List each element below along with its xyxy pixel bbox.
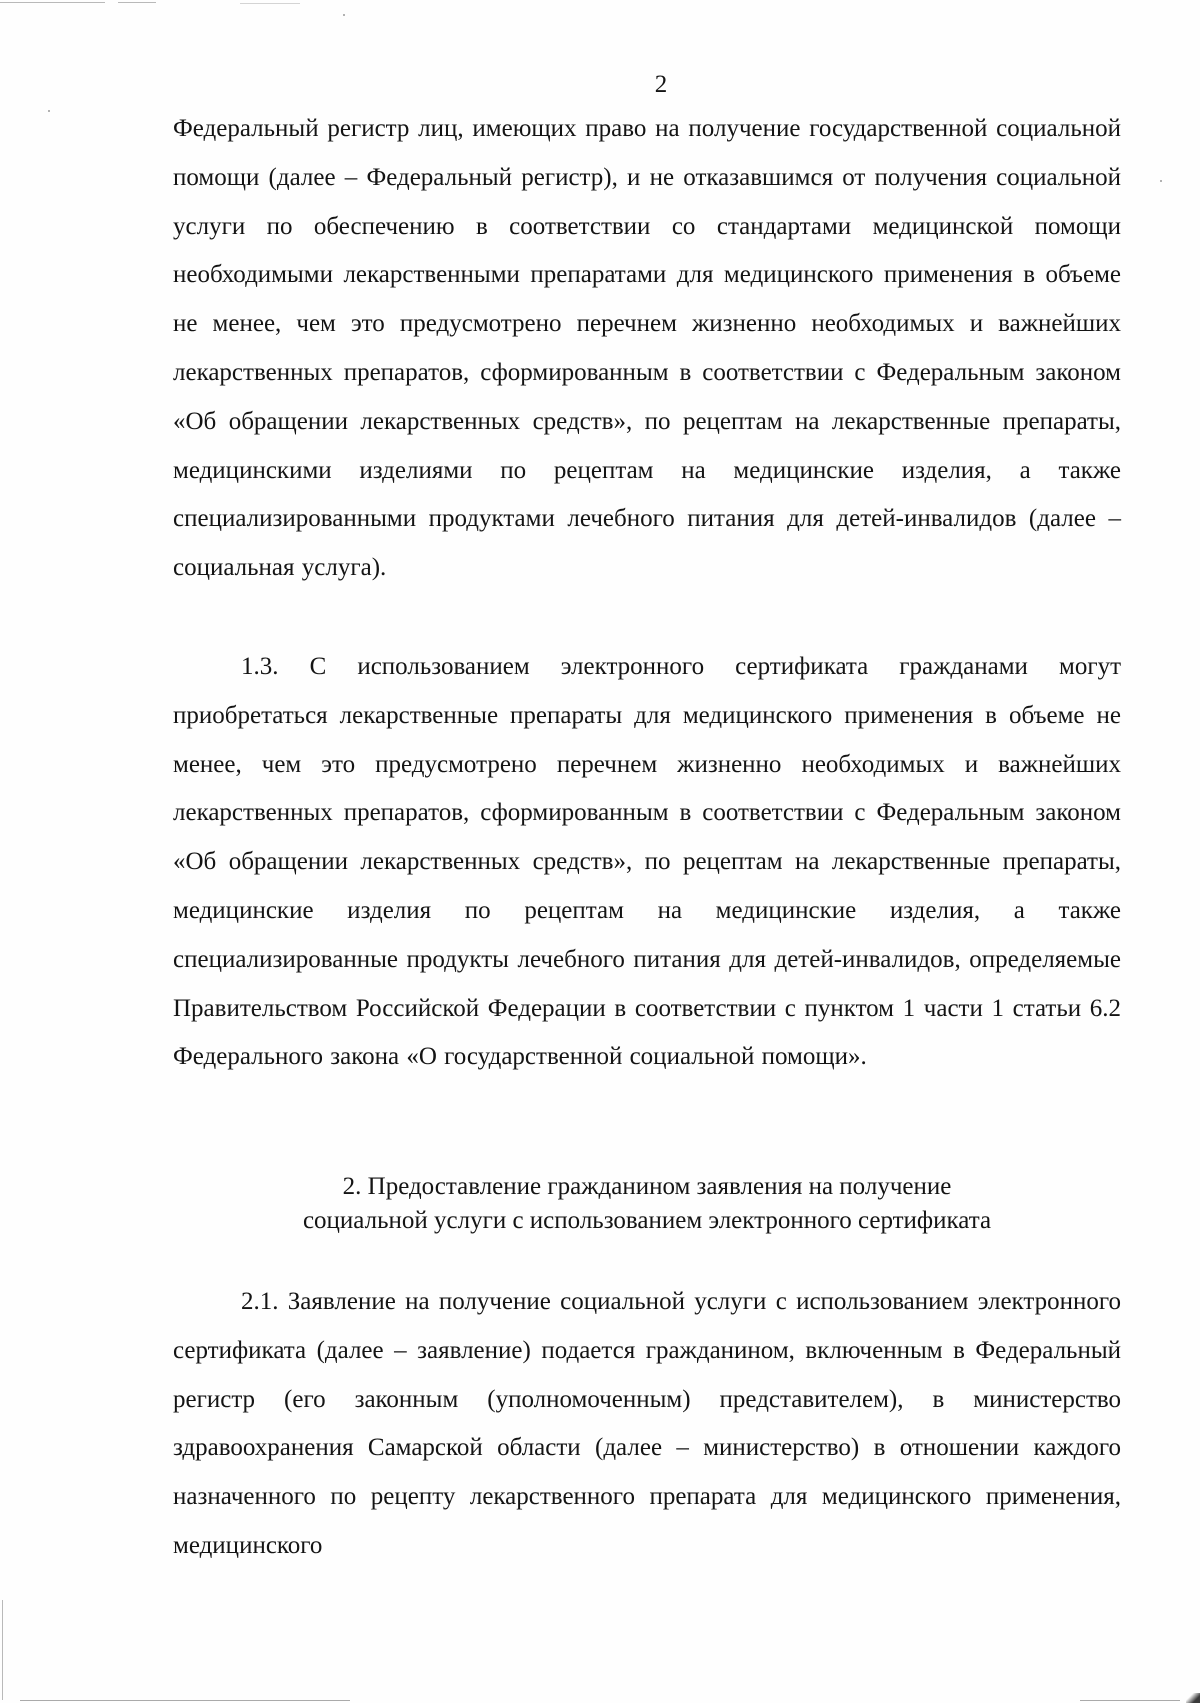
section-heading-line-2: социальной услуги с использованием электронного сертификата <box>302 1207 992 1234</box>
scan-speck <box>1160 180 1162 182</box>
scan-artifact-top-mid <box>240 3 300 4</box>
scan-artifact-left-edge <box>2 1600 3 1700</box>
scan-speck <box>343 14 345 16</box>
scan-artifact-top-left <box>0 2 105 3</box>
paragraph-2-1: 2.1. Заявление на получение социальной услуги с использованием электронного сертификата (далее – заявление) подается гражданином, включенным в Федеральный регистр (его законным (уполномоченным) представителем), в министерство здравоохранения Самарской области (далее – министерство) в отношении каждого назначенного по рецепту лекарственного препарата для медицинского применения, медицинского <box>173 1288 1121 1559</box>
section-heading-line-1: 2. Предоставление гражданином заявления на получение <box>342 1173 952 1200</box>
paragraph-1-3: 1.3. С использованием электронного сертификата гражданами могут приобретаться лекарственные препараты для медицинского применения в объеме не менее, чем это предусмотрено перечнем жизненно необходимых и важнейших лекарственных препаратов, сформированным в соответствии с Федеральным законом «Об обращении лекарственных средств», по рецептам на лекарственные препараты, медицинские изделия по рецептам на медицинские изделия, а также специализированные продукты лечебного питания для детей-инвалидов, определяемые Правительством Российской Федерации в соответствии с пунктом 1 части 1 статьи 6.2 Федерального закона «О государственной социальной помощи». <box>173 653 1121 1071</box>
page-number: 2 <box>654 71 668 98</box>
scan-artifact-bottom-2 <box>1080 1700 1180 1701</box>
scan-speck <box>48 110 50 112</box>
scan-artifact-top-left-2 <box>118 2 156 3</box>
paragraph-registry-continuation: Федеральный регистр лиц, имеющих право на получение государственной социальной помощи (далее – Федеральный регистр), и не отказавшимся от получения социальной услуги по обеспечению в соответствии со стандартами медицинской помощи необходимыми лекарственными препаратами для медицинского применения в объеме не менее, чем это предусмотрено перечнем жизненно необходимых и важнейших лекарственных препаратов, сформированным в соответствии с Федеральным законом «Об обращении лекарственных средств», по рецептам на лекарственные препараты, медицинскими изделиями по рецептам на медицинские изделия, а также специализированными продуктами лечебного питания для детей-инвалидов (далее – социальная услуга). <box>173 115 1121 582</box>
scan-artifact-bottom <box>20 1700 350 1701</box>
scan-corner-artifact <box>1186 1693 1200 1703</box>
